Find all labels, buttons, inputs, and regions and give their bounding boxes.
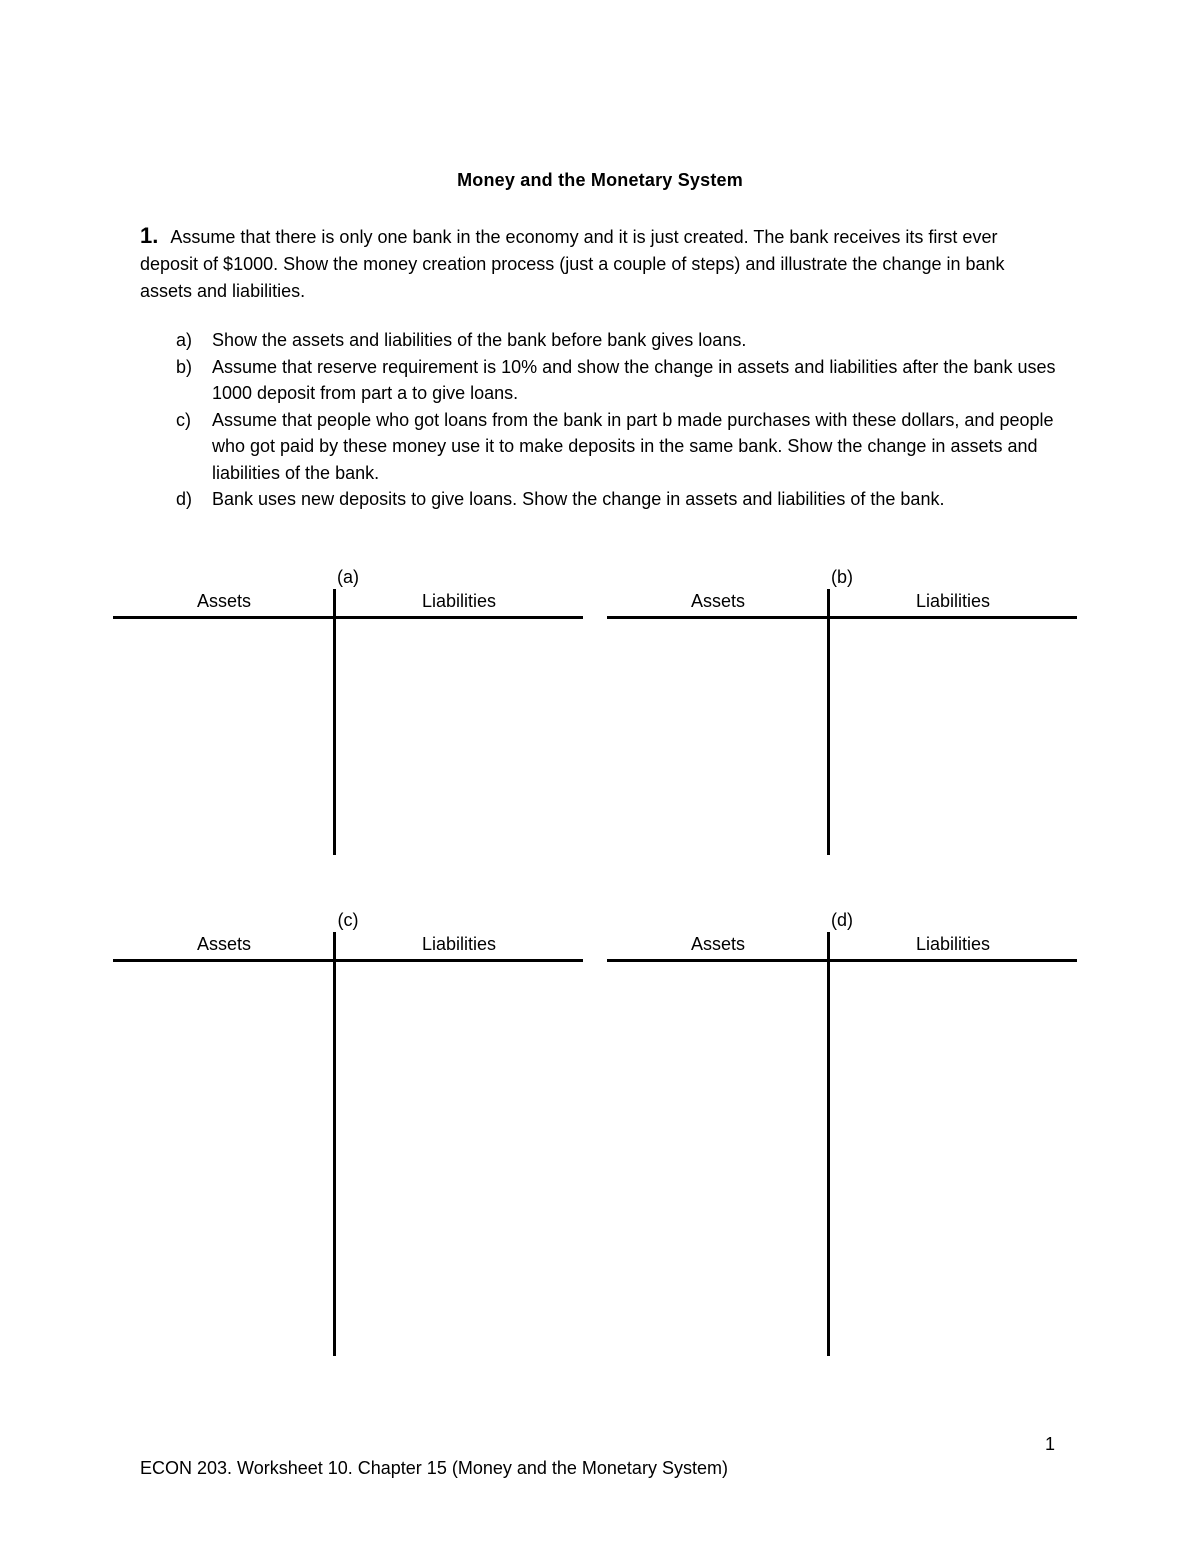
t-account-part-label: (c) [337, 910, 359, 930]
part-text: Bank uses new deposits to give loans. Show the change in assets and liabilities of the bank. [212, 489, 945, 509]
part-label: a) [176, 330, 193, 350]
t-account-part-label: (a) [337, 567, 359, 587]
t-account-horizontal-rule [607, 616, 1077, 619]
page-title: Money and the Monetary System [457, 170, 743, 190]
t-account-a [113, 567, 583, 867]
list-item [176, 354, 1056, 407]
t-account-c [113, 910, 583, 1210]
assets-header: Assets [690, 934, 746, 954]
list-item [176, 407, 1056, 487]
assets-header: Assets [196, 934, 252, 954]
assets-header: Assets [196, 591, 252, 611]
t-account-horizontal-rule [113, 959, 583, 962]
page-footer: ECON 203. Worksheet 10. Chapter 15 (Money and the Monetary System) [140, 1458, 728, 1478]
part-label: b) [176, 356, 193, 377]
t-account-vertical-rule [827, 589, 830, 855]
page-number: 1 [1045, 1434, 1056, 1454]
question-number: 1. [140, 223, 159, 248]
question-parts [176, 327, 1056, 513]
liabilities-header: Liabilities [421, 591, 497, 611]
assets-header: Assets [690, 591, 746, 611]
liabilities-header: Liabilities [915, 591, 991, 611]
list-item [176, 327, 1056, 354]
t-account-vertical-rule [333, 589, 336, 855]
t-account-horizontal-rule [113, 616, 583, 619]
t-account-horizontal-rule [607, 959, 1077, 962]
t-account-vertical-rule [827, 932, 830, 1356]
part-text: Assume that reserve requirement is 10% and show the change in assets and liabilities after the bank uses 1000 deposit from part a to give loans. [212, 356, 1056, 403]
t-account-d [607, 910, 1077, 1210]
part-text: Show the assets and liabilities of the bank before bank gives loans. [212, 330, 747, 350]
part-label: c) [176, 409, 191, 430]
t-account-vertical-rule [333, 932, 336, 1356]
list-item [176, 486, 1056, 513]
liabilities-header: Liabilities [421, 934, 497, 954]
t-account-part-label: (b) [831, 567, 853, 587]
part-label: d) [176, 489, 193, 509]
liabilities-header: Liabilities [915, 934, 991, 954]
t-account-part-label: (d) [831, 910, 853, 930]
question-body: Assume that there is only one bank in the economy and it is just created. The bank receives its first ever deposit of $1000. Show the money creation process (just a couple of steps) and illustrate the change in bank assets and liabilities. [140, 227, 1005, 301]
t-account-b [607, 567, 1077, 867]
part-text: Assume that people who got loans from the bank in part b made purchases with these dollars, and people who got paid by these money use it to make deposits in the same bank. Show the change in assets and liabilities of the bank. [212, 409, 1054, 483]
question-text [140, 222, 1060, 305]
